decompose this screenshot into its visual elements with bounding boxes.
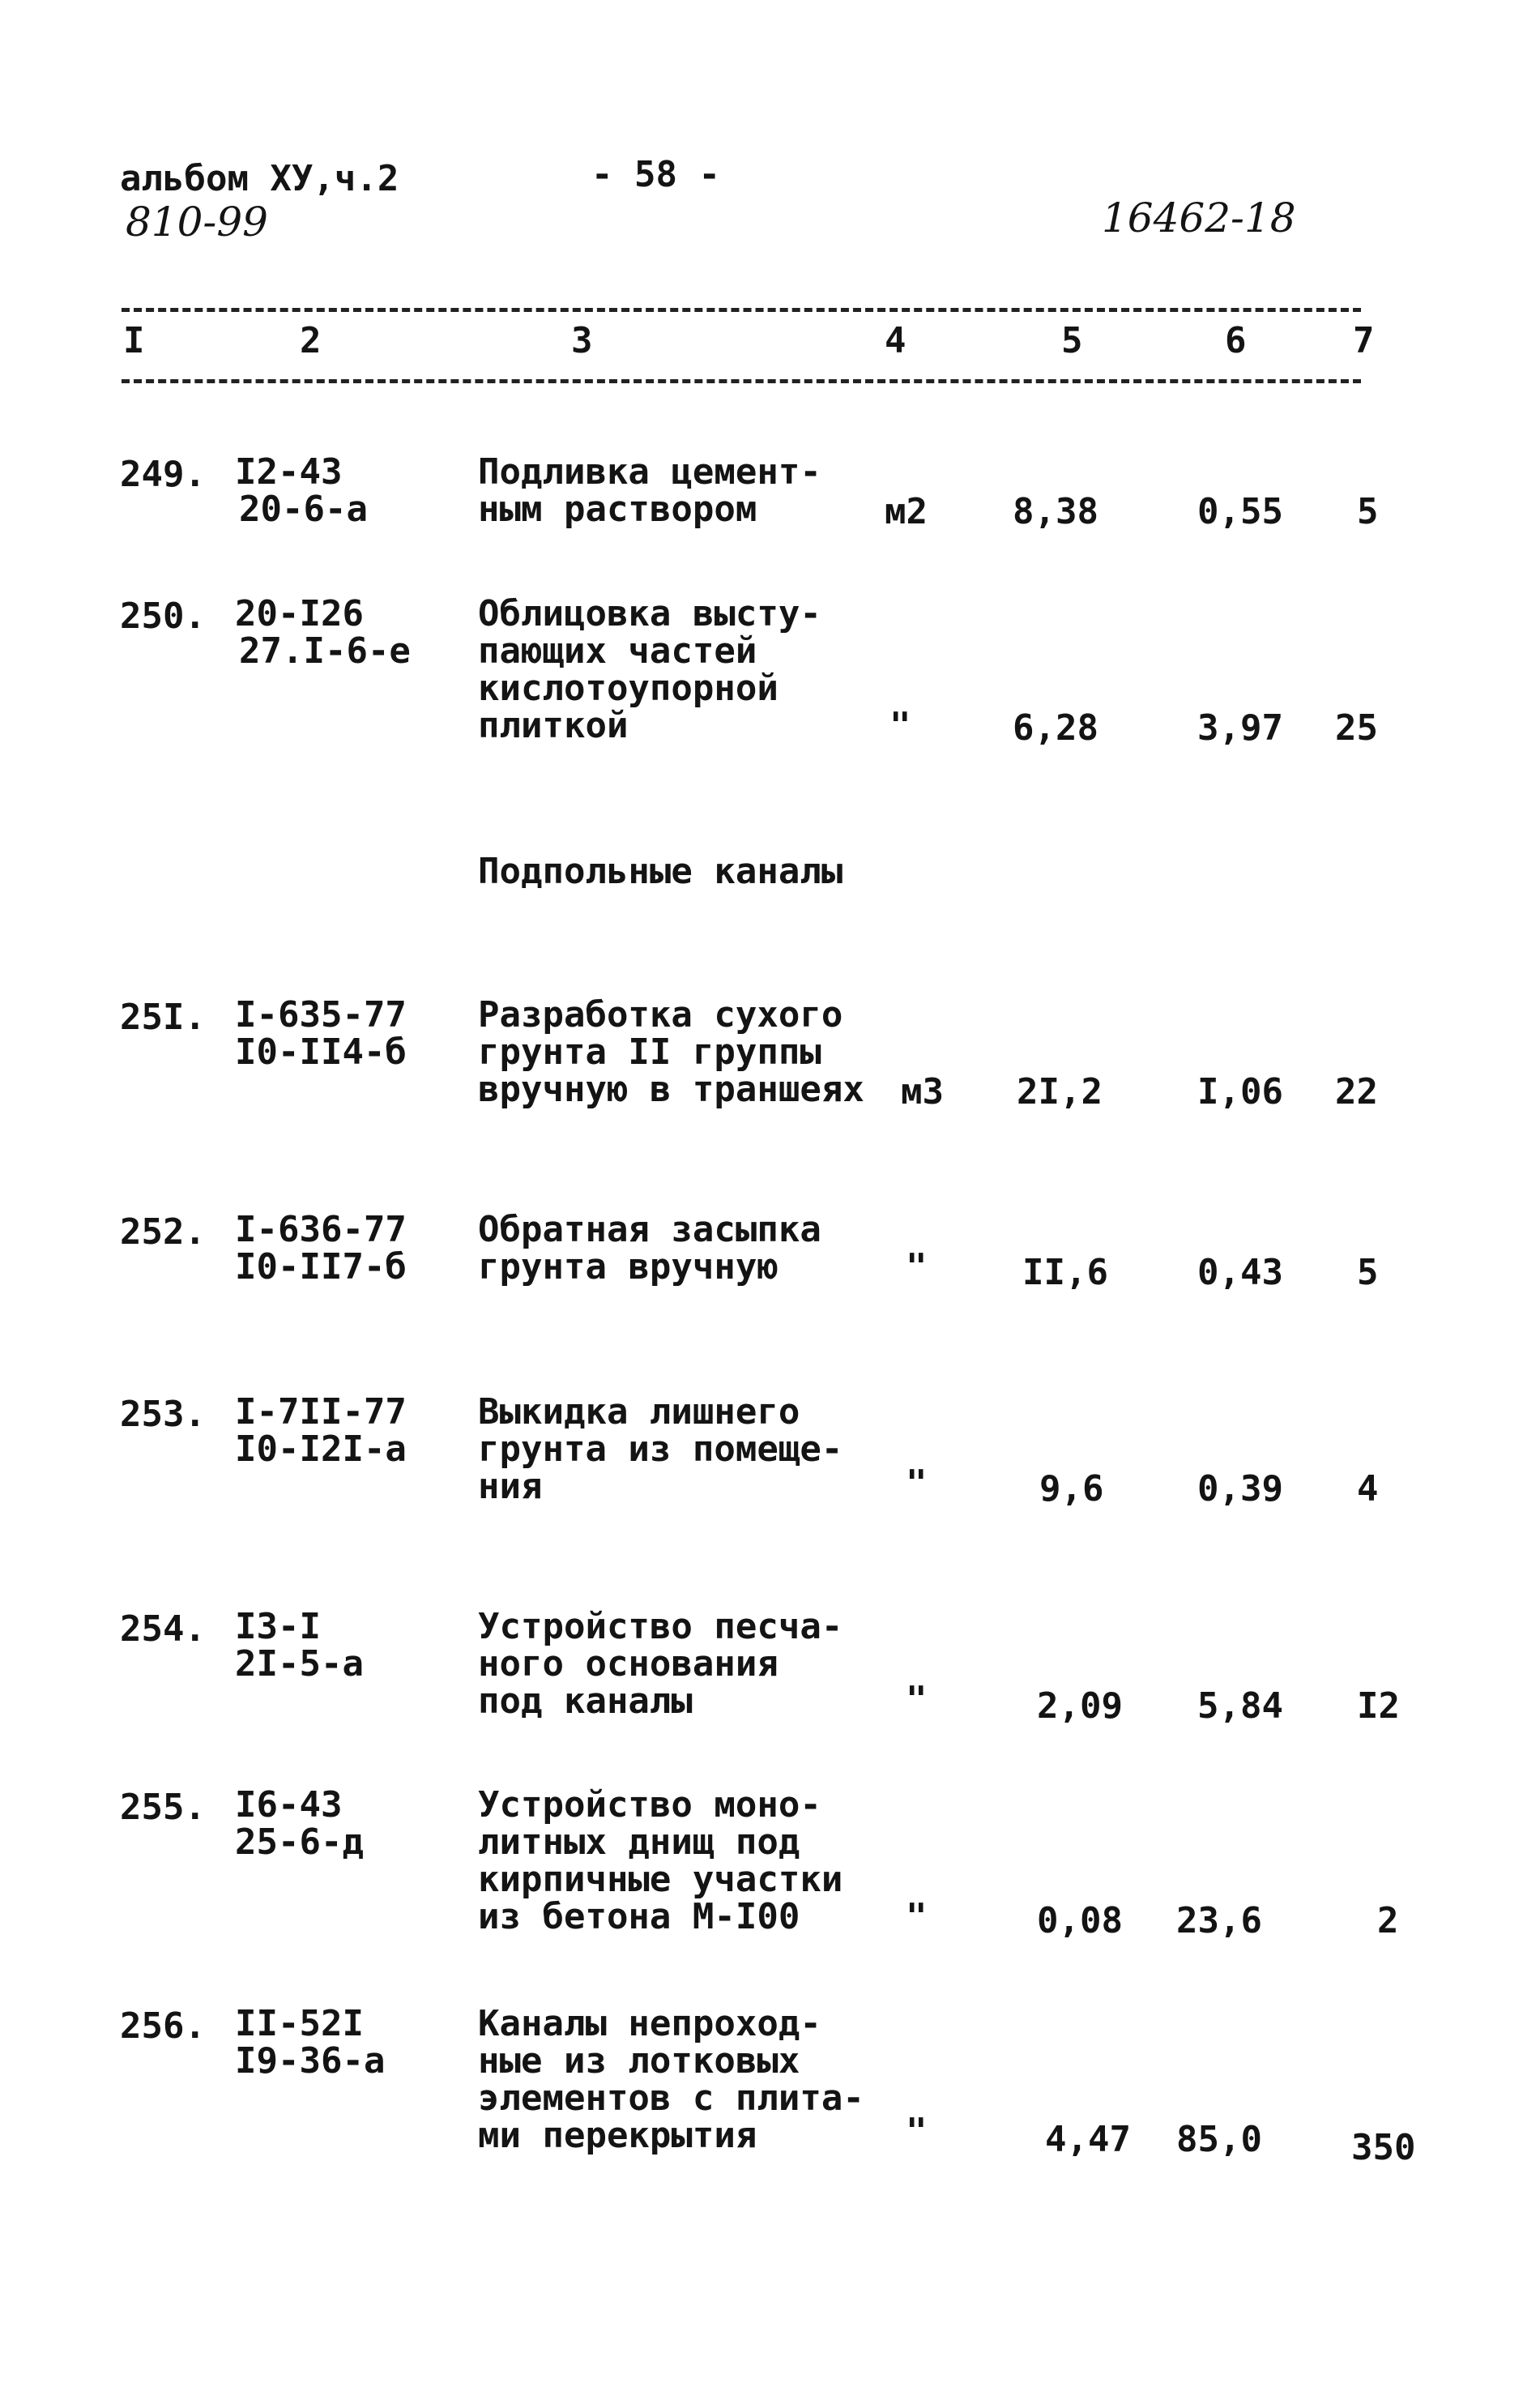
norm-code: II-52I I9-36-а [235, 2003, 386, 2082]
unit-price: 0,39 [1197, 1468, 1283, 1510]
quantity: II,6 [1022, 1252, 1108, 1293]
norm-code: I2-43 20-6-а [235, 451, 368, 530]
work-description: Разработка сухого грунта II группы вручную в траншеях [478, 994, 864, 1110]
unit-ditto-mark: " [906, 1463, 928, 1504]
norm-code: I3-I 2I-5-а [235, 1606, 364, 1685]
total: 22 [1335, 1071, 1378, 1112]
column-header-6: 6 [1225, 320, 1247, 361]
header-top-divider [122, 308, 1361, 312]
row-number: 254. [120, 1608, 206, 1650]
unit-ditto-mark: " [906, 1679, 928, 1720]
work-description: Подливка цемент- ным раствором [478, 451, 821, 530]
column-header-5: 5 [1061, 320, 1083, 361]
quantity: 6,28 [1013, 707, 1098, 749]
norm-code: I-7II-77 I0-I2I-а [235, 1391, 407, 1470]
handwritten-document-number: 16462-18 [1102, 194, 1296, 241]
quantity: 2,09 [1037, 1685, 1123, 1727]
row-number: 25I. [120, 997, 206, 1038]
unit: м3 [901, 1071, 944, 1112]
column-header-4: 4 [885, 320, 907, 361]
handwritten-album-code: 810-99 [126, 199, 268, 246]
total: 4 [1357, 1468, 1379, 1510]
column-header-2: 2 [300, 320, 322, 361]
unit-price: 23,6 [1176, 1900, 1262, 1941]
work-description: Обратная засыпка грунта вручную [478, 1209, 821, 1288]
unit-price: 5,84 [1197, 1685, 1283, 1727]
total: 5 [1357, 491, 1379, 532]
norm-code: I6-43 25-6-д [235, 1784, 364, 1863]
total: 25 [1335, 707, 1378, 749]
column-header-3: 3 [571, 320, 593, 361]
total: 350 [1351, 2127, 1416, 2168]
work-description: Каналы непроход- ные из лотковых элементов с плита- ми перекрытия [478, 2003, 864, 2156]
album-label: альбом ХУ,ч.2 [120, 158, 399, 199]
total: 5 [1357, 1252, 1379, 1293]
page-number: - 58 - [591, 154, 720, 195]
unit-price: 0,43 [1197, 1252, 1283, 1293]
unit: м2 [885, 491, 928, 532]
quantity: 9,6 [1039, 1468, 1104, 1510]
unit-ditto-mark: " [906, 1896, 928, 1937]
section-heading: Подпольные каналы [478, 851, 843, 892]
row-number: 250. [120, 596, 206, 637]
quantity: 4,47 [1045, 2119, 1131, 2160]
unit-price: 3,97 [1197, 707, 1283, 749]
norm-code: 20-I26 27.I-6-е [235, 593, 411, 672]
column-header-7: 7 [1353, 320, 1375, 361]
header-bottom-divider [122, 379, 1361, 383]
norm-code: I-636-77 I0-II7-б [235, 1209, 407, 1288]
quantity: 0,08 [1037, 1900, 1123, 1941]
row-number: 253. [120, 1394, 206, 1435]
unit-ditto-mark: " [906, 2111, 928, 2152]
work-description: Устройство песча- ного основания под каналы [478, 1606, 843, 1722]
row-number: 256. [120, 2005, 206, 2047]
work-description: Облицовка высту- пающих частей кислотоупорной плиткой [478, 593, 821, 746]
unit-price: I,06 [1197, 1071, 1283, 1112]
row-number: 255. [120, 1787, 206, 1828]
quantity: 8,38 [1013, 491, 1098, 532]
unit-price: 85,0 [1176, 2119, 1262, 2160]
unit-ditto-mark: " [906, 1246, 928, 1288]
column-header-1: I [123, 320, 145, 361]
unit-price: 0,55 [1197, 491, 1283, 532]
norm-code: I-635-77 I0-II4-б [235, 994, 407, 1073]
unit-ditto-mark: " [889, 705, 911, 746]
quantity: 2I,2 [1017, 1071, 1103, 1112]
work-description: Устройство моно- литных днищ под кирпичные участки из бетона М-I00 [478, 1784, 843, 1937]
total: I2 [1357, 1685, 1400, 1727]
total: 2 [1377, 1900, 1399, 1941]
work-description: Выкидка лишнего грунта из помеще- ния [478, 1391, 843, 1507]
row-number: 249. [120, 454, 206, 495]
row-number: 252. [120, 1211, 206, 1253]
